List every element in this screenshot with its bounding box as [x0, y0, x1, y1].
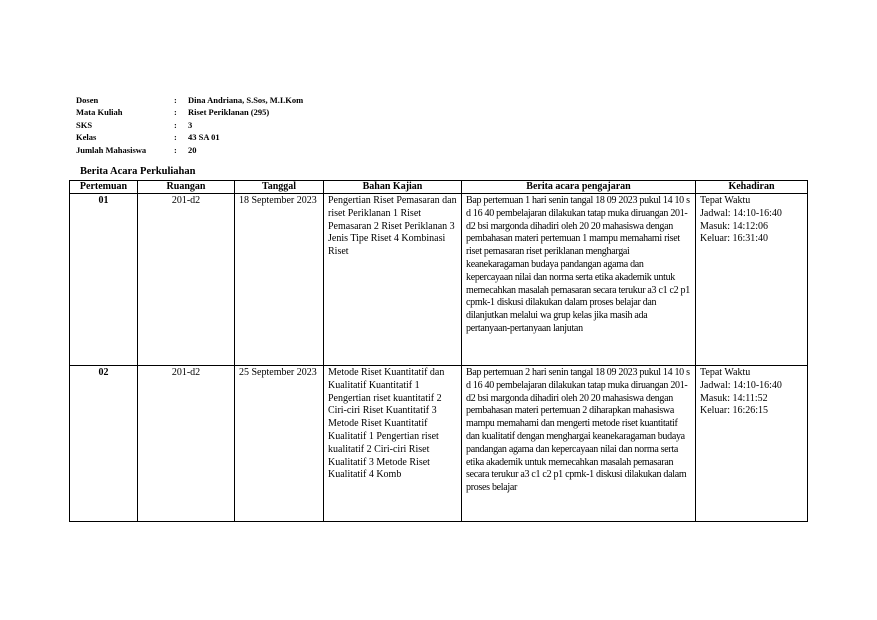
cell-pertemuan: 01: [70, 194, 138, 366]
cell-kehadiran: [696, 366, 808, 522]
info-colon: :: [174, 144, 177, 155]
kehadiran-keluar: Keluar: 16:31:40: [700, 233, 769, 245]
cell-berita-acara: Bap pertemuan 1 hari senin tangal 18 09 2023 pukul 14 10 s d 16 40 pembelajaran dilakukan tatap muka diruangan 201-d2 bsi margonda dihadiri oleh 20 20 mahasiswa dengan pembahasan materi pertemuan 1 mampu memahami riset riset pemasaran riset periklanan menghargai keanekaragaman budaya pandangan agama dan kepercayaan nilai dan norma serta etika akademik untuk memecahkan masalah pemasaran secara terukur a3 c1 c2 p1 cpmk-1 diskusi dilakukan dalam proses belajar dan dilanjutkan melalui wa grup kelas jika masih ada pertanyaan-pertanyaan lanjutan: [462, 194, 696, 366]
kehadiran-masuk: Masuk: 14:12:06: [700, 220, 769, 232]
header-pertemuan: Pertemuan: [70, 181, 138, 194]
info-colon: :: [174, 107, 177, 118]
info-value: 3: [188, 119, 193, 130]
table-header-row: [70, 181, 808, 194]
kehadiran-jadwal: Jadwal: 14:10-16:40: [700, 207, 782, 219]
cell-tanggal: 25 September 2023: [235, 366, 324, 522]
header-bahan-kajian: Bahan Kajian: [324, 181, 462, 194]
info-row-mata-kuliah: [76, 106, 303, 118]
info-key: Jumlah Mahasiswa: [76, 144, 147, 155]
cell-ruangan: 201-d2: [138, 194, 235, 366]
info-value: 20: [188, 144, 197, 155]
kehadiran-status: Tepat Waktu: [700, 195, 751, 206]
cell-tanggal: 18 September 2023: [235, 194, 324, 366]
info-row-dosen: [76, 94, 303, 106]
info-key: Kelas: [76, 132, 97, 143]
attendance-table: [69, 180, 808, 522]
kehadiran-keluar: Keluar: 16:26:15: [700, 405, 769, 417]
info-colon: :: [174, 95, 177, 105]
info-row-jumlah-mahasiswa: [76, 144, 303, 156]
info-row-sks: [76, 119, 303, 131]
info-key: Mata Kuliah: [76, 107, 123, 118]
info-key: SKS: [76, 119, 93, 130]
section-title: Berita Acara Perkuliahan: [80, 166, 196, 177]
header-kehadiran: Kehadiran: [696, 181, 808, 194]
header-tanggal: Tanggal: [235, 181, 324, 194]
course-info: [76, 94, 303, 156]
header-berita-acara: Berita acara pengajaran: [462, 181, 696, 194]
table-row: [70, 366, 808, 522]
kehadiran-jadwal: Jadwal: 14:10-16:40: [700, 379, 782, 391]
cell-bahan-kajian: Metode Riset Kuantitatif dan Kualitatif Kuantitatif 1 Pengertian riset kuantitatif 2 Ciri-ciri Riset Kuantitatif 3 Metode Riset Kuantitatif Kualitatif 1 Pengertian riset kualitatif 2 Ciri-ciri Riset Kualitatif 3 Metode Riset Kualitatif 4 Komb: [324, 366, 462, 522]
cell-bahan-kajian: Pengertian Riset Pemasaran dan riset Periklanan 1 Riset Pemasaran 2 Riset Periklanan 3 Jenis Tipe Riset 4 Kombinasi Riset: [324, 194, 462, 366]
cell-ruangan: 201-d2: [138, 366, 235, 522]
info-colon: :: [174, 119, 177, 130]
cell-pertemuan: 02: [70, 366, 138, 522]
info-colon: :: [174, 132, 177, 143]
header-ruangan: Ruangan: [138, 181, 235, 194]
info-value: Riset Periklanan (295): [188, 107, 270, 118]
info-value: Dina Andriana, S.Sos, M.I.Kom: [188, 95, 304, 105]
info-value: 43 SA 01: [188, 132, 220, 143]
cell-kehadiran: [696, 194, 808, 366]
cell-berita-acara: Bap pertemuan 2 hari senin tangal 18 09 2023 pukul 14 10 s d 16 40 pembelajaran dilakukan tatap muka diruangan 201-d2 bsi margonda dihadiri oleh 20 20 mahasiswa dengan pembahasan materi pertemuan 2 diharapkan mahasiswa mampu memahami dan mengerti metode riset kuantitatif dan kualitatif dengan menghargai keanekaragaman budaya pandangan agama dan kepercayaan nilai dan norma serta etika akademik untuk memecahkan masalah pemasaran secara terukur a3 c1 c2 p1 cpmk-1 diskusi dilakukan dalam proses belajar: [462, 366, 696, 522]
table-row: [70, 194, 808, 366]
kehadiran-status: Tepat Waktu: [700, 367, 751, 378]
info-key: Dosen: [76, 95, 99, 105]
kehadiran-masuk: Masuk: 14:11:52: [700, 392, 768, 404]
info-row-kelas: [76, 131, 303, 143]
